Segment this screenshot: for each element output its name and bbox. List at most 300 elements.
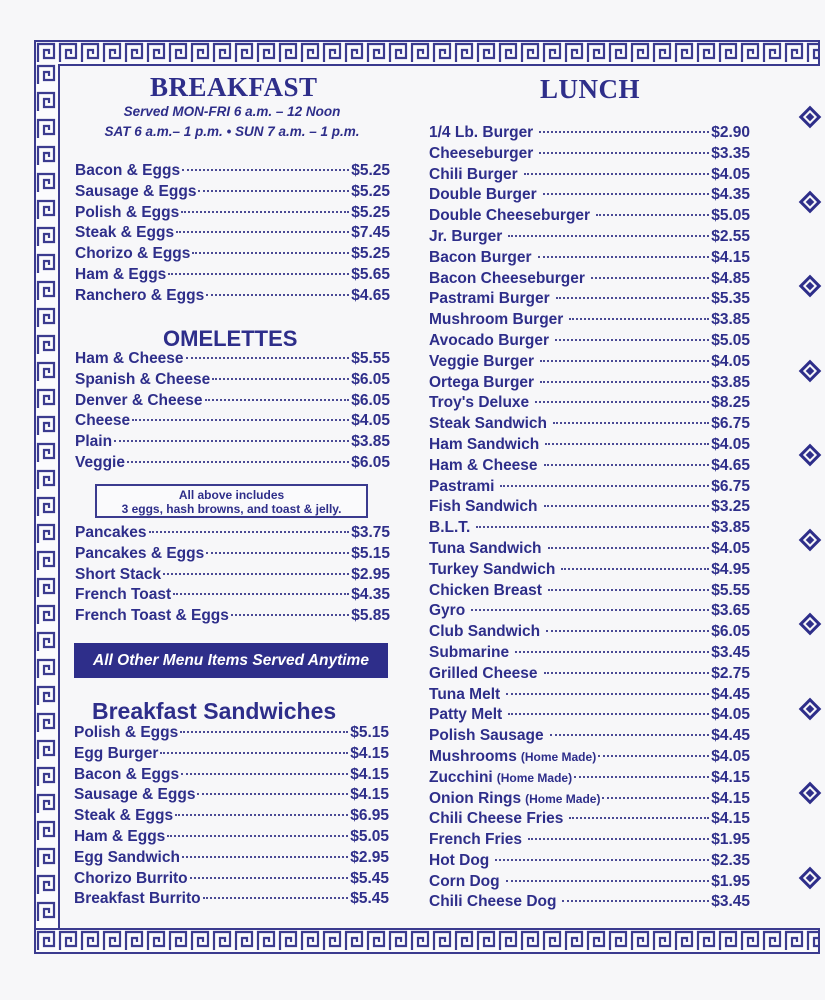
greek-key-tile — [36, 361, 58, 388]
menu-item-name: Plain — [75, 433, 113, 451]
menu-item — [429, 394, 750, 415]
menu-item-name: Troy's Deluxe — [429, 394, 530, 412]
menu-item — [429, 748, 750, 769]
menu-item-price: $5.15 — [350, 724, 389, 741]
greek-key-tile — [212, 42, 234, 64]
dot-leader — [524, 173, 710, 175]
greek-key-tile — [344, 930, 366, 952]
greek-key-tile — [102, 42, 124, 64]
greek-key-tile — [718, 930, 740, 952]
dot-leader — [535, 401, 709, 403]
menu-item — [75, 204, 390, 225]
anytime-banner: All Other Menu Items Served Anytime — [74, 643, 388, 678]
menu-item-name: Corn Dog — [429, 872, 500, 890]
greek-key-tile — [124, 930, 146, 952]
dot-leader — [602, 797, 709, 799]
menu-item-name: Ham & Eggs — [75, 265, 167, 283]
menu-item — [429, 893, 750, 914]
menu-item-name: Chorizo Burrito — [74, 869, 188, 887]
menu-item — [75, 224, 390, 245]
menu-item-price: $5.35 — [711, 290, 750, 308]
menu-item-price: $4.05 — [711, 539, 750, 557]
greek-key-tile — [806, 42, 820, 64]
menu-item-price: $4.35 — [711, 186, 750, 204]
greek-key-tile — [36, 388, 58, 415]
greek-key-tile — [762, 42, 784, 64]
menu-item-price: $4.15 — [711, 768, 750, 786]
menu-item-name: Ranchero & Eggs — [75, 286, 205, 304]
greek-key-tile — [256, 42, 278, 64]
dot-leader — [555, 339, 709, 341]
menu-item-price: $5.25 — [351, 182, 390, 200]
menu-item-name: Grilled Cheese — [429, 664, 538, 682]
menu-item — [429, 124, 750, 145]
dot-leader — [545, 443, 709, 445]
menu-item-name: Patty Melt — [429, 706, 503, 724]
menu-item-price: $5.05 — [711, 207, 750, 225]
dot-leader — [508, 713, 709, 715]
menu-item-name: Chorizo & Eggs — [75, 245, 191, 263]
greek-key-tile — [476, 930, 498, 952]
menu-item-price: $4.35 — [351, 586, 390, 604]
dot-leader — [515, 651, 709, 653]
menu-item — [429, 290, 750, 311]
menu-item-name: Cheese — [75, 412, 131, 430]
dot-leader — [506, 880, 710, 882]
menu-item — [429, 478, 750, 499]
diamond-icon — [799, 190, 822, 213]
diamond-icon — [799, 866, 822, 889]
greek-key-tile — [36, 145, 58, 172]
menu-item-price: $3.65 — [711, 602, 750, 620]
menu-item — [429, 249, 750, 270]
menu-item-price: $3.85 — [711, 519, 750, 537]
dot-leader — [574, 776, 709, 778]
diamond-icon — [799, 275, 822, 298]
greek-key-tile — [80, 930, 102, 952]
greek-key-tile — [278, 930, 300, 952]
dot-leader — [540, 360, 709, 362]
menu-item-name: French Toast & Eggs — [75, 607, 229, 625]
menu-item-note: (Home Made) — [496, 770, 573, 785]
dot-leader — [548, 547, 710, 549]
menu-item-name: Zucchini — [429, 768, 493, 786]
greek-key-tile — [36, 118, 58, 145]
menu-item — [75, 350, 390, 371]
menu-item-price: $3.45 — [711, 893, 750, 911]
greek-key-tile — [146, 930, 168, 952]
menu-item — [74, 766, 389, 787]
greek-key-tile — [234, 42, 256, 64]
greek-key-tile — [300, 42, 322, 64]
greek-key-tile — [586, 42, 608, 64]
menu-item-price: $5.05 — [350, 827, 389, 845]
menu-item — [75, 566, 390, 587]
menu-item-price: $4.05 — [711, 352, 750, 370]
dot-leader — [206, 294, 349, 296]
menu-item-price: $7.45 — [351, 224, 390, 242]
greek-key-tile — [718, 42, 740, 64]
menu-item — [429, 790, 750, 811]
menu-item-name: 1/4 Lb. Burger — [429, 124, 534, 141]
greek-key-tile — [498, 930, 520, 952]
breakfast-hours-weekend: SAT 6 a.m.– 1 p.m. • SUN 7 a.m. – 1 p.m. — [104, 124, 360, 139]
griddle-list — [75, 524, 390, 628]
greek-key-tile — [344, 42, 366, 64]
dot-leader — [182, 169, 349, 171]
menu-item-note: (Home Made) — [525, 791, 601, 806]
dot-leader — [539, 131, 709, 133]
menu-item — [429, 852, 750, 873]
menu-item — [75, 392, 390, 413]
menu-item — [429, 582, 750, 603]
greek-key-tile — [146, 42, 168, 64]
menu-item-name: French Toast — [75, 586, 172, 604]
omelettes-title: OMELETTES — [163, 326, 298, 351]
menu-item-price: $6.95 — [350, 807, 389, 825]
menu-item-price: $5.45 — [350, 869, 389, 887]
lunch-list — [429, 124, 750, 914]
greek-key-tile — [454, 42, 476, 64]
menu-item-name: Polish & Eggs — [75, 203, 180, 221]
omelettes-includes-note — [95, 484, 368, 518]
menu-item — [74, 828, 389, 849]
dot-leader — [528, 838, 709, 840]
menu-item-price: $5.25 — [351, 245, 390, 263]
breakfast-hours-weekday: Served MON-FRI 6 a.m. – 12 Noon — [123, 104, 341, 119]
greek-key-tile — [784, 930, 806, 952]
menu-item — [75, 454, 390, 475]
dot-leader — [598, 755, 709, 757]
dot-leader — [182, 856, 348, 858]
menu-item-name: Steak Sandwich — [429, 415, 548, 433]
dot-leader — [500, 485, 709, 487]
menu-item — [75, 371, 390, 392]
menu-item-name: French Fries — [429, 831, 523, 849]
menu-item-name: Steak & Eggs — [74, 807, 174, 825]
menu-item — [74, 870, 389, 891]
greek-key-tile — [696, 42, 718, 64]
dot-leader — [114, 440, 349, 442]
greek-key-tile — [36, 793, 58, 820]
greek-key-tile — [36, 658, 58, 685]
greek-key-tile — [36, 604, 58, 631]
menu-item — [429, 415, 750, 436]
dot-leader — [538, 256, 710, 258]
menu-item-price: $3.85 — [711, 311, 750, 329]
dot-leader — [203, 897, 349, 899]
greek-key-tile — [432, 42, 454, 64]
menu-item-name: Chicken Breast — [429, 581, 542, 599]
menu-item-price: $1.95 — [711, 872, 750, 890]
menu-item-name: Avocado Burger — [429, 331, 550, 349]
greek-key-tile — [36, 64, 58, 91]
greek-key-tile — [322, 42, 344, 64]
dot-leader — [198, 190, 349, 192]
menu-item — [429, 873, 750, 894]
dot-leader — [181, 773, 348, 775]
dot-leader — [495, 859, 709, 861]
greek-key-tile — [454, 930, 476, 952]
dot-leader — [561, 568, 709, 570]
menu-item — [429, 353, 750, 374]
greek-key-tile — [212, 930, 234, 952]
dot-leader — [591, 277, 709, 279]
menu-item-name: Jr. Burger — [429, 227, 503, 245]
greek-key-tile — [190, 42, 212, 64]
greek-key-tile — [36, 199, 58, 226]
greek-key-tile — [36, 739, 58, 766]
menu-item-price: $3.85 — [711, 373, 750, 391]
menu-item-price: $3.45 — [711, 643, 750, 661]
menu-item-note: (Home Made) — [520, 749, 597, 764]
menu-item — [74, 786, 389, 807]
menu-item — [429, 644, 750, 665]
menu-item — [75, 162, 390, 183]
greek-key-tile — [476, 42, 498, 64]
menu-item — [75, 586, 390, 607]
greek-key-tile — [36, 685, 58, 712]
menu-item-price: $2.95 — [350, 848, 389, 866]
greek-key-tile — [36, 847, 58, 874]
menu-item-name: Chili Burger — [429, 165, 518, 183]
menu-item — [429, 436, 750, 457]
greek-key-tile — [36, 766, 58, 793]
diamond-icon — [799, 359, 822, 382]
dot-leader — [506, 693, 709, 695]
greek-key-tile — [498, 42, 520, 64]
menu-item-price: $4.15 — [350, 786, 389, 804]
menu-item-price: $2.75 — [711, 664, 750, 682]
menu-item-name: Pancakes — [75, 524, 147, 541]
lunch-title: LUNCH — [540, 74, 641, 104]
dot-leader — [192, 252, 349, 254]
menu-item — [429, 831, 750, 852]
dot-leader — [543, 193, 710, 195]
menu-item-name: Ham Sandwich — [429, 435, 540, 453]
menu-item — [429, 540, 750, 561]
menu-item-name: Onion Rings — [429, 789, 522, 807]
menu-item-price: $8.25 — [711, 394, 750, 412]
menu-item-price: $4.95 — [711, 560, 750, 578]
dot-leader — [167, 835, 348, 837]
greek-key-tile — [190, 930, 212, 952]
greek-key-tile — [278, 42, 300, 64]
dot-leader — [175, 814, 348, 816]
menu-item — [74, 807, 389, 828]
menu-item-name: Submarine — [429, 643, 510, 661]
menu-item-price: $6.75 — [711, 415, 750, 433]
dot-leader — [127, 461, 349, 463]
greek-key-tile — [36, 469, 58, 496]
diamond-icon — [799, 528, 822, 551]
menu-item-name: Chili Cheese Dog — [429, 893, 557, 911]
menu-item-name: Club Sandwich — [429, 623, 541, 641]
menu-item — [429, 706, 750, 727]
menu-item-name: Short Stack — [75, 565, 162, 583]
menu-item-name: Turkey Sandwich — [429, 560, 556, 578]
greek-key-tile — [630, 42, 652, 64]
diamond-icon — [799, 106, 822, 129]
greek-key-tile — [36, 442, 58, 469]
menu-item-name: Gyro — [429, 602, 466, 620]
greek-key-tile — [36, 253, 58, 280]
menu-item — [429, 623, 750, 644]
menu-item — [429, 270, 750, 291]
menu-item-price: $5.85 — [351, 607, 390, 625]
greek-key-tile — [36, 577, 58, 604]
menu-item-price: $4.15 — [350, 765, 389, 783]
greek-key-tile — [58, 930, 80, 952]
menu-item-name: Pancakes & Eggs — [75, 544, 205, 562]
menu-item-price: $2.90 — [711, 124, 750, 141]
menu-item-price: $3.25 — [711, 498, 750, 516]
greek-key-tile — [80, 42, 102, 64]
dot-leader — [181, 211, 349, 213]
menu-item-name: Pastrami Burger — [429, 290, 550, 308]
greek-key-tile — [740, 42, 762, 64]
greek-key-tile — [234, 930, 256, 952]
menu-item-price: $4.15 — [711, 248, 750, 266]
greek-key-tile — [36, 631, 58, 658]
greek-key-tile — [542, 930, 564, 952]
dot-leader — [205, 399, 350, 401]
greek-key-tile — [36, 172, 58, 199]
dot-leader — [231, 614, 349, 616]
dot-leader — [212, 378, 349, 380]
menu-item-price: $6.05 — [711, 623, 750, 641]
greek-key-tile — [36, 415, 58, 442]
menu-item — [74, 745, 389, 766]
dot-leader — [476, 526, 709, 528]
menu-item — [429, 186, 750, 207]
menu-item-price: $4.15 — [711, 789, 750, 807]
greek-key-tile — [168, 930, 190, 952]
dot-leader — [186, 357, 350, 359]
dot-leader — [163, 573, 349, 575]
dot-leader — [596, 214, 709, 216]
menu-item-price: $5.15 — [351, 544, 390, 562]
menu-item-name: Polish Sausage — [429, 727, 544, 745]
greek-key-tile — [36, 930, 58, 952]
menu-item-name: Cheeseburger — [429, 144, 534, 162]
dot-leader — [553, 422, 709, 424]
greek-key-tile — [102, 930, 124, 952]
menu-item-name: Ortega Burger — [429, 373, 535, 391]
menu-item-name: Bacon Burger — [429, 248, 532, 266]
menu-item-name: Steak & Eggs — [75, 224, 175, 242]
menu-item — [75, 545, 390, 566]
greek-key-tile — [366, 42, 388, 64]
menu-item-price: $6.75 — [711, 477, 750, 495]
breakfast-sandwiches-list — [74, 724, 389, 911]
greek-key-tile — [674, 930, 696, 952]
greek-key-tile — [410, 930, 432, 952]
menu-item — [429, 686, 750, 707]
menu-item-price: $2.55 — [711, 227, 750, 245]
greek-key-tile — [652, 930, 674, 952]
menu-item-name: Ham & Eggs — [74, 827, 166, 845]
menu-item — [429, 561, 750, 582]
menu-item — [74, 849, 389, 870]
menu-item — [429, 519, 750, 540]
menu-item-name: Fish Sandwich — [429, 498, 538, 516]
dot-leader — [173, 593, 349, 595]
greek-key-tile — [520, 930, 542, 952]
menu-item-price: $5.45 — [350, 890, 389, 908]
breakfast-sandwiches-title: Breakfast Sandwiches — [92, 698, 337, 724]
menu-item-name: Ham & Cheese — [75, 350, 184, 367]
greek-key-tile — [36, 550, 58, 577]
dot-leader — [544, 672, 710, 674]
dot-leader — [160, 752, 348, 754]
dot-leader — [197, 793, 348, 795]
menu-item — [75, 245, 390, 266]
greek-key-tile — [784, 42, 806, 64]
menu-item-price: $4.05 — [711, 706, 750, 724]
dot-leader — [190, 877, 349, 879]
greek-key-tile — [300, 930, 322, 952]
menu-item-price: $4.65 — [711, 456, 750, 474]
greek-key-tile — [36, 874, 58, 901]
menu-item-name: Hot Dog — [429, 851, 490, 869]
breakfast-title: BREAKFAST — [150, 72, 318, 102]
greek-key-tile — [586, 930, 608, 952]
menu-item — [75, 266, 390, 287]
menu-item-name: Sausage & Eggs — [75, 182, 197, 200]
greek-key-tile — [36, 523, 58, 550]
dot-leader — [546, 630, 709, 632]
menu-item-name: Spanish & Cheese — [75, 370, 211, 388]
menu-item — [75, 433, 390, 454]
greek-key-tile — [740, 930, 762, 952]
greek-key-tile — [432, 930, 454, 952]
menu-item-name: Breakfast Burrito — [74, 890, 201, 908]
greek-key-tile — [168, 42, 190, 64]
menu-item-price: $2.35 — [711, 851, 750, 869]
greek-key-tile — [36, 280, 58, 307]
dot-leader — [569, 318, 709, 320]
greek-key-tile — [806, 930, 820, 952]
greek-key-tile — [762, 930, 784, 952]
greek-key-tile — [608, 42, 630, 64]
greek-key-tile — [520, 42, 542, 64]
greek-key-tile — [674, 42, 696, 64]
greek-key-tile — [564, 930, 586, 952]
dot-leader — [569, 817, 709, 819]
omelettes-list — [75, 350, 390, 475]
menu-item-name: Tuna Melt — [429, 685, 501, 703]
menu-item-price: $6.05 — [351, 370, 390, 388]
menu-item — [429, 602, 750, 623]
menu-item-price: $4.05 — [351, 412, 390, 430]
menu-item — [429, 166, 750, 187]
menu-item-name: Sausage & Eggs — [74, 786, 196, 804]
menu-item-name: Ham & Cheese — [429, 456, 538, 474]
menu-item — [429, 145, 750, 166]
diamond-icon — [799, 782, 822, 805]
menu-item-price: $1.95 — [711, 831, 750, 849]
greek-key-tile — [36, 820, 58, 847]
menu-item — [429, 498, 750, 519]
greek-key-border-bottom — [34, 928, 820, 954]
menu-item-name: Bacon & Eggs — [75, 162, 181, 179]
menu-item-price: $4.15 — [711, 810, 750, 828]
greek-key-tile — [366, 930, 388, 952]
menu-item-price: $5.25 — [351, 162, 390, 179]
dot-leader — [539, 152, 709, 154]
menu-item-price: $3.35 — [711, 144, 750, 162]
